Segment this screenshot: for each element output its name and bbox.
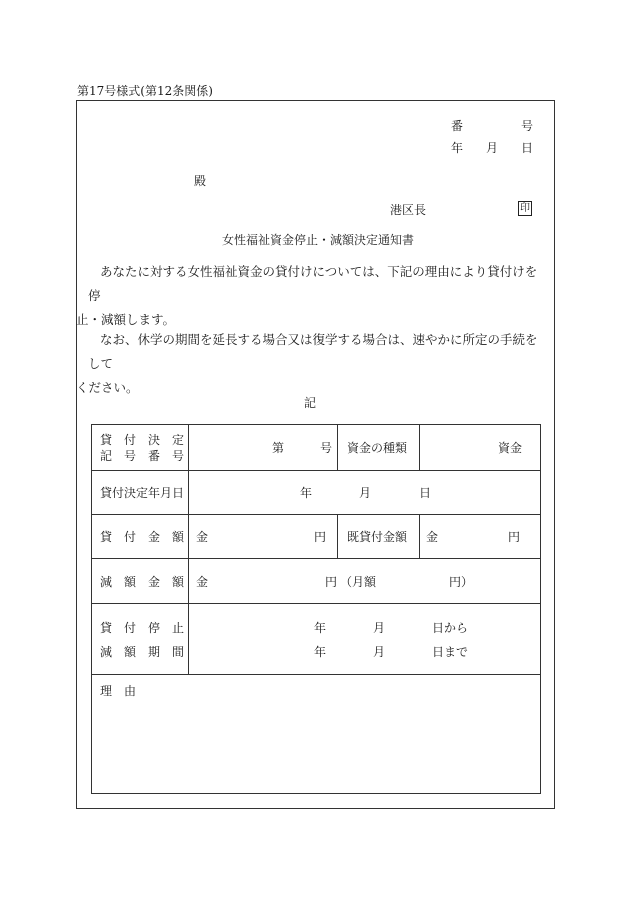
period-from-month: 月 <box>373 621 386 635</box>
paragraph2-line1: なお、休学の期間を延長する場合又は復学する場合は、速やかに所定の手続をして <box>88 332 538 371</box>
addressee-suffix: 殿 <box>194 174 207 188</box>
monthly-amount-label: （月額 <box>340 575 377 589</box>
date-day: 日 <box>521 141 534 155</box>
paragraph2-line2: ください。 <box>76 380 139 395</box>
loan-decision-date-label: 貸付決定年月日 <box>100 486 185 500</box>
loan-number-dai: 第 <box>272 441 285 455</box>
issuer-name: 港区長 <box>390 203 427 217</box>
loan-amount-label: 貸 付 金 額 <box>100 530 185 544</box>
period-from-year: 年 <box>314 621 327 635</box>
number-suffix: 号 <box>521 119 534 133</box>
detail-table <box>91 424 541 794</box>
suspension-period-label-line1: 貸 付 停 止 <box>100 621 185 635</box>
paragraph1-line1: あなたに対する女性福祉資金の貸付けについては、下記の理由により貸付けを停 <box>88 264 538 303</box>
fund-type-suffix: 資金 <box>498 441 523 455</box>
row-divider <box>92 470 540 471</box>
period-to-month: 月 <box>373 645 386 659</box>
loan-decision-label-line2: 記 号 番 号 <box>100 449 185 463</box>
column-divider <box>337 514 338 558</box>
loan-number-go: 号 <box>320 441 333 455</box>
monthly-amount-en: 円） <box>449 575 474 589</box>
decision-date-day: 日 <box>419 486 432 500</box>
document-title: 女性福祉資金停止・減額決定通知書 <box>222 233 415 247</box>
period-to-year: 年 <box>314 645 327 659</box>
fund-type-label: 資金の種類 <box>347 441 408 455</box>
column-divider <box>337 425 338 470</box>
seal-mark: 印 <box>520 203 530 214</box>
paragraph1-line2: 止・減額します。 <box>76 312 176 327</box>
loan-amount-kin: 金 <box>196 530 209 544</box>
paragraph-notice <box>76 260 548 332</box>
row-divider <box>92 603 540 604</box>
label-column-divider <box>188 425 189 674</box>
reduction-amount-en: 円 <box>325 575 338 589</box>
row-divider <box>92 514 540 515</box>
paragraph-procedure <box>76 328 548 400</box>
period-to-day: 日まで <box>432 645 469 659</box>
period-from-day: 日から <box>432 621 469 635</box>
existing-loan-label: 既貸付金額 <box>347 530 408 544</box>
row-divider <box>92 674 540 675</box>
row-divider <box>92 558 540 559</box>
loan-amount-en: 円 <box>314 530 327 544</box>
date-month: 月 <box>486 141 499 155</box>
column-divider <box>419 514 420 558</box>
suspension-period-label-line2: 減 額 期 間 <box>100 645 185 659</box>
form-number-label: 第17号様式(第12条関係) <box>77 84 213 98</box>
reduction-amount-kin: 金 <box>196 575 209 589</box>
date-year: 年 <box>451 141 464 155</box>
decision-date-year: 年 <box>300 486 313 500</box>
existing-loan-en: 円 <box>508 530 521 544</box>
loan-decision-label-line1: 貸 付 決 定 <box>100 433 185 447</box>
ki-heading: 記 <box>304 396 317 410</box>
existing-loan-kin: 金 <box>426 530 439 544</box>
reason-label: 理 由 <box>100 684 137 698</box>
number-prefix: 番 <box>451 119 464 133</box>
column-divider <box>419 425 420 470</box>
decision-date-month: 月 <box>359 486 372 500</box>
reduction-amount-label: 減 額 金 額 <box>100 575 185 589</box>
